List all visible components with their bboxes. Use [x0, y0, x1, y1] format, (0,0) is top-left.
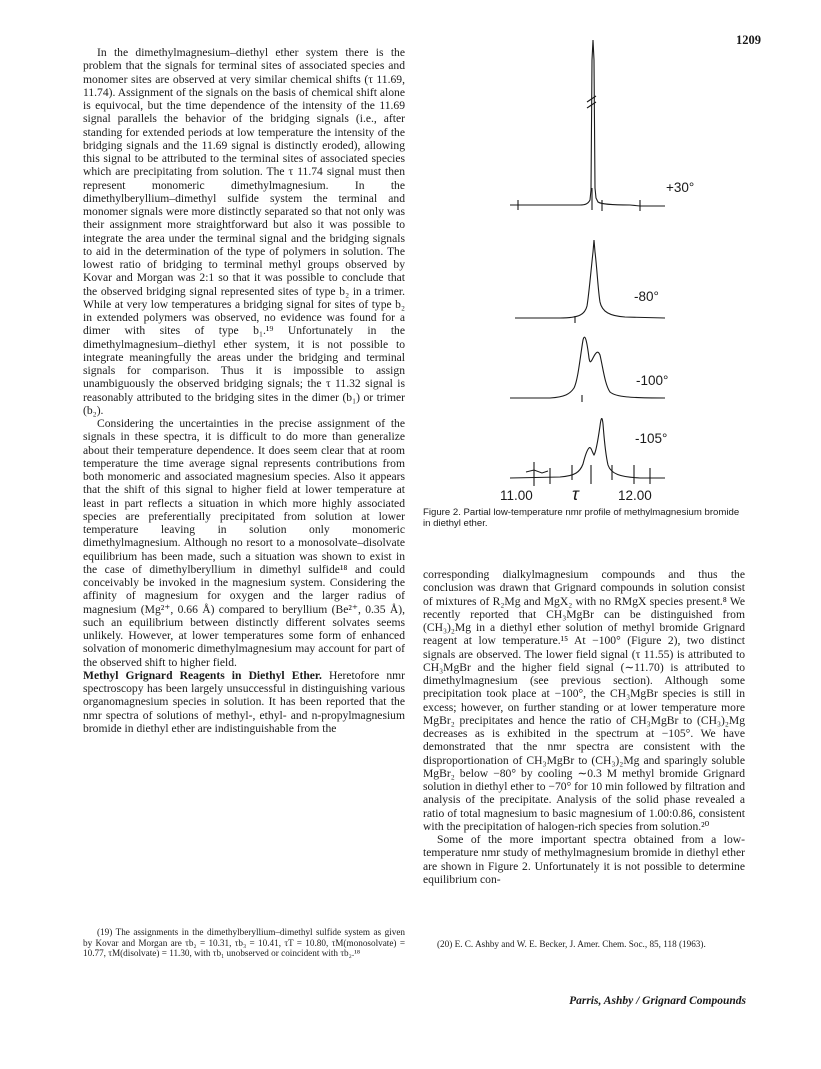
- section-heading: Methyl Grignard Reagents in Diethyl Ether.: [83, 668, 322, 682]
- temp-label-minus80: -80°: [634, 289, 659, 304]
- spectrum-trace-minus80: [515, 240, 665, 318]
- paragraph: corresponding dialkylmagnesium compounds and thus the conclusion was drawn that Grignard compounds in solution consist of mixtures of R₂Mg and MgX₂ with no RMgX species present.⁸ We recently reported that CH₃MgBr can be distinguished from (CH₃)₂Mg in a diethyl ether solution of methyl bromide Grignard reagent at low temperature.¹⁵ At −100° (Figure 2), two distinct signals are observed. The lower field signal (τ 11.55) is attributed to CH₃MgBr and the higher field signal (∼11.70) is attributed to dimethylmagnesium (see previous section). Although some precipitation took place at −100°, the CH₃MgBr species is still in excess; however, on further standing or at lower temperature more MgBr₂ precipitates and hence the ratio of CH₃MgBr to (CH₃)₂Mg decreases as is exhibited in the spectrum at −105°. We have demonstrated that the nmr spectra are consistent with the disproportionation of CH₃MgBr to (CH₃)₂Mg and sparingly soluble MgBr₂ below −80° by cooling ∼0.3 M methyl bromide Grignard solution in diethyl ether to −70° for 10 min followed by filtration and analysis of the precipitate. Analysis of the solid phase revealed a ratio of total magnesium to basic magnesium of 1.00:0.86, consistent with the precipitation of halogen-rich species from solution.²⁰: [423, 568, 745, 833]
- temp-label-plus30: +30°: [666, 180, 695, 195]
- paragraph: Considering the uncertainties in the precise assignment of the signals in these spectra, it is difficult to do more than generalize about their temperature dependence. It does seem clear that at room temperature the time average signal represents contributions from both monomeric and associated magnesium species. Also it appears that the shift of this signal to higher field at lower temperature at least in part reflects a situation in which more highly associated species are preferentially precipitated from solution at lower temperature leaving in solution only monomeric dimethylmagnesium. Although no resort to a monosolvate–disolvate equilibrium has been made, such a situation was shown to exist in the case of dimethylberyllium in dimethyl sulfide¹⁸ and could conceivably be invoked in the magnesium system. Considering the affinity of magnesium for oxygen and the larger radius of magnesium (Mg²⁺, 0.66 Å) compared to beryllium (Be²⁺, 0.35 Å), such an equilibrium between distinctly different solvates seems unlikely. However, at lower temperatures some form of enhanced solvation of monomeric dimethylmagnesium may account for part of the observed shift to higher field.: [83, 417, 405, 669]
- running-footer: Parris, Ashby / Grignard Compounds: [569, 995, 746, 1007]
- spectrum-trace-minus105: [510, 418, 668, 478]
- section-body: Heretofore nmr spectroscopy has been largely unsuccessful in distinguishing various organomagnesium species in solution. It has been reported that the nmr spectra of solutions of methyl-, ethyl- and n-propylmagnesium bromide in diethyl ether are indistinguishable from the: [83, 668, 405, 735]
- axis-symbol: τ: [572, 484, 579, 502]
- nmr-figure: [490, 40, 720, 502]
- axis-label-right: 12.00: [618, 488, 652, 502]
- temp-label-minus100: -100°: [636, 373, 669, 388]
- page-number: 1209: [736, 33, 761, 47]
- footnote-20: (20) E. C. Ashby and W. E. Becker, J. Amer. Chem. Soc., 85, 118 (1963).: [437, 939, 706, 949]
- figure-caption: Figure 2. Partial low-temperature nmr profile of methylmagnesium bromide in diethyl ether.: [423, 507, 740, 529]
- paragraph: Some of the more important spectra obtained from a low-temperature nmr study of methylmagnesium bromide in diethyl ether are shown in Figure 2. Unfortunately it is not possible to determine equilibrium con-: [423, 833, 745, 886]
- temp-label-minus105: -105°: [635, 431, 668, 446]
- spectrum-trace-plus30: [510, 40, 665, 206]
- footnote-19: (19) The assignments in the dimethylberyllium–dimethyl sulfide system as given by Kovar and Morgan are τb₂ = 10.31, τb₃ = 10.41, τT = 10.80, τM(monosolvate) = 10.77, τM(disolvate) = 11.30, with τb₁ unobserved or coincident with τb₂.¹⁸: [83, 927, 405, 959]
- spectrum-trace-minus100: [510, 337, 665, 398]
- left-column: [83, 46, 405, 735]
- paragraph: In the dimethylmagnesium–diethyl ether system there is the problem that the signals for terminal sites of associated species and monomer sites are observed at very similar chemical shifts (τ 11.69, 11.74). Assignment of the signals on the basis of chemical shift alone is equivocal, but the time dependence of the intensity of the 11.69 signal parallels the behavior of the bridging signals (i.e., after standing for extended periods at low temperature the intensity of the bridging signals and the 11.69 signal is distinctly eroded), allowing this signal to be attributed to the terminal sites of associated species which are precipitating from solution. The τ 11.74 signal must then represent monomeric dimethylmagnesium. In the dimethylberyllium–dimethyl sulfide system the terminal and monomer signals were more distinctly separated so that not only was their assignment more straightforward but also it was possible to integrate the area under the terminal signal and the bridging signals to aid in the determination of the type of polymers in solution. The lowest ratio of bridging to terminal methyl groups observed by Kovar and Morgan was 2:1 so that it was possible to conclude that the observed bridging signal represented sites of type b₂ in a trimer. While at very low temperatures a bridging signal for sites of type b₂ in extended polymers was observed, no evidence was found for a dimer with sites of type b₁.¹⁹ Unfortunately in the dimethylmagnesium–diethyl ether system, it is not possible to integrate meaningfully the areas under the bridging and terminal signals for comparison. Thus it is impossible to assign unambiguously the observed bridging signals; the τ 11.32 signal is reasonably attributed to the bridging sites in the dimer (b₁) or trimer (b₂).: [83, 46, 405, 417]
- right-column: [423, 568, 745, 886]
- axis-label-left: 11.00: [500, 488, 533, 502]
